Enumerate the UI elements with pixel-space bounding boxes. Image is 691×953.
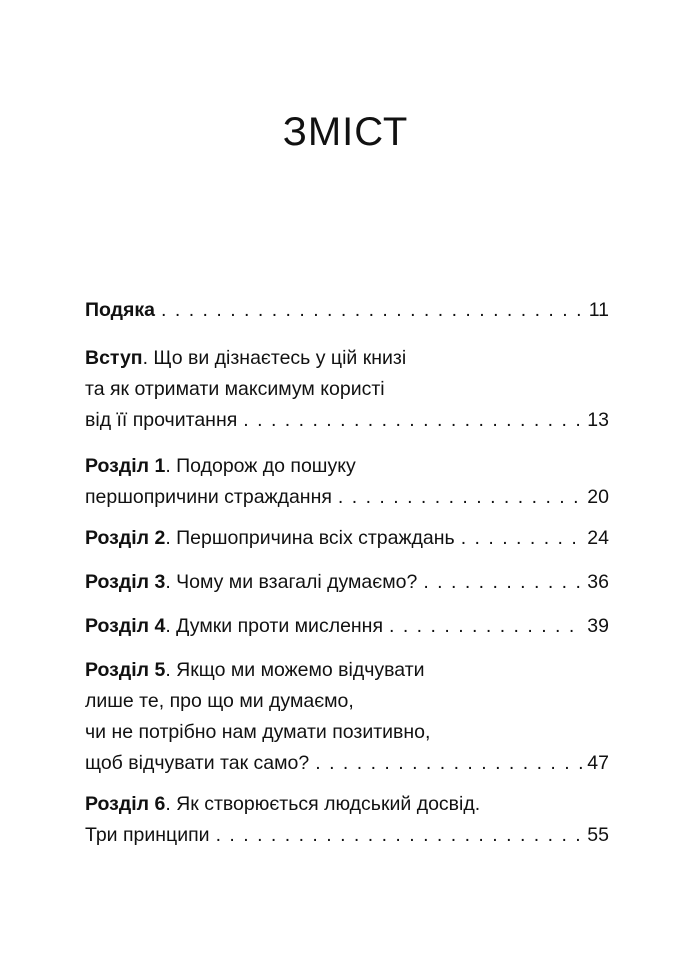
toc-entry-text: . Якщо ми можемо відчувати [165,659,425,681]
toc-entry-text: . Як створюється людський досвід. [165,793,481,815]
toc-entry-text: . Чому ми взагалі думаємо? [165,571,418,593]
page-number: 11 [588,299,609,321]
toc-entry-chapter-5[interactable] [85,655,609,779]
toc-entry-text: першопричини страждання [85,486,332,508]
toc-entry-line [85,611,609,642]
toc-entry-text: лише те, про що ми думаємо, [85,690,354,712]
dot-leader [161,295,585,326]
toc-entry-label: Розділ 5 [85,659,166,681]
toc-entry-line [85,748,609,779]
page-number: 47 [587,752,609,774]
page-number: 39 [587,615,609,637]
page-title: ЗМІСТ [282,110,409,154]
toc-entry-label: Розділ 6 [85,793,166,815]
toc-entry-chapter-2[interactable] [85,523,609,554]
toc-entry-label: Розділ 3 [85,571,166,593]
page-number: 24 [587,527,609,549]
toc-entry-line [85,567,609,598]
page-number: 55 [587,824,609,846]
toc-entry-line [85,523,609,554]
dot-leader [423,567,583,598]
toc-entry-text: . Першопричина всіх страждань [165,527,455,549]
toc-entry-text: чи не потрібно нам думати позитивно, [85,721,431,743]
dot-leader [315,748,583,779]
toc-entry-line [85,820,609,851]
toc-entry-line [85,451,609,482]
page-number: 13 [587,409,609,431]
page-number: 20 [587,486,609,508]
toc-entry-chapter-3[interactable] [85,567,609,598]
toc-entry-text: . Подорож до пошуку [165,455,356,477]
toc-entry-label: Розділ 4 [85,615,166,637]
toc-entry-label: Розділ 2 [85,527,166,549]
toc-entry-line [85,655,609,686]
toc-entry-label: Вступ [85,347,143,369]
toc-entry-label: Розділ 1 [85,455,166,477]
dot-leader [461,523,584,554]
toc-entry-line [85,343,609,374]
page-number: 36 [587,571,609,593]
dot-leader [389,611,583,642]
dot-leader [338,482,583,513]
dot-leader [216,820,584,851]
toc-entry-text: щоб відчувати так само? [85,752,310,774]
toc-entry-text: . Що ви дізнаєтесь у цій книзі [142,347,407,369]
toc-entry-acknowledgements[interactable] [85,295,609,326]
toc-entry-line [85,405,609,436]
toc-entry-introduction[interactable] [85,343,609,436]
toc-entry-chapter-4[interactable] [85,611,609,642]
toc-entry-text: . Думки проти мислення [165,615,384,637]
toc-entry-chapter-1[interactable] [85,451,609,513]
toc-entry-chapter-6[interactable] [85,789,609,851]
toc-entry-line [85,295,609,326]
toc-entry-line [85,789,609,820]
toc-entry-label: Подяка [85,299,156,321]
dot-leader [243,405,583,436]
toc-entry-text: від її прочитання [85,409,238,431]
toc-entry-line [85,482,609,513]
toc-entry-text: Три принципи [85,824,210,846]
toc-entry-text: та як отримати максимум користі [85,378,385,400]
